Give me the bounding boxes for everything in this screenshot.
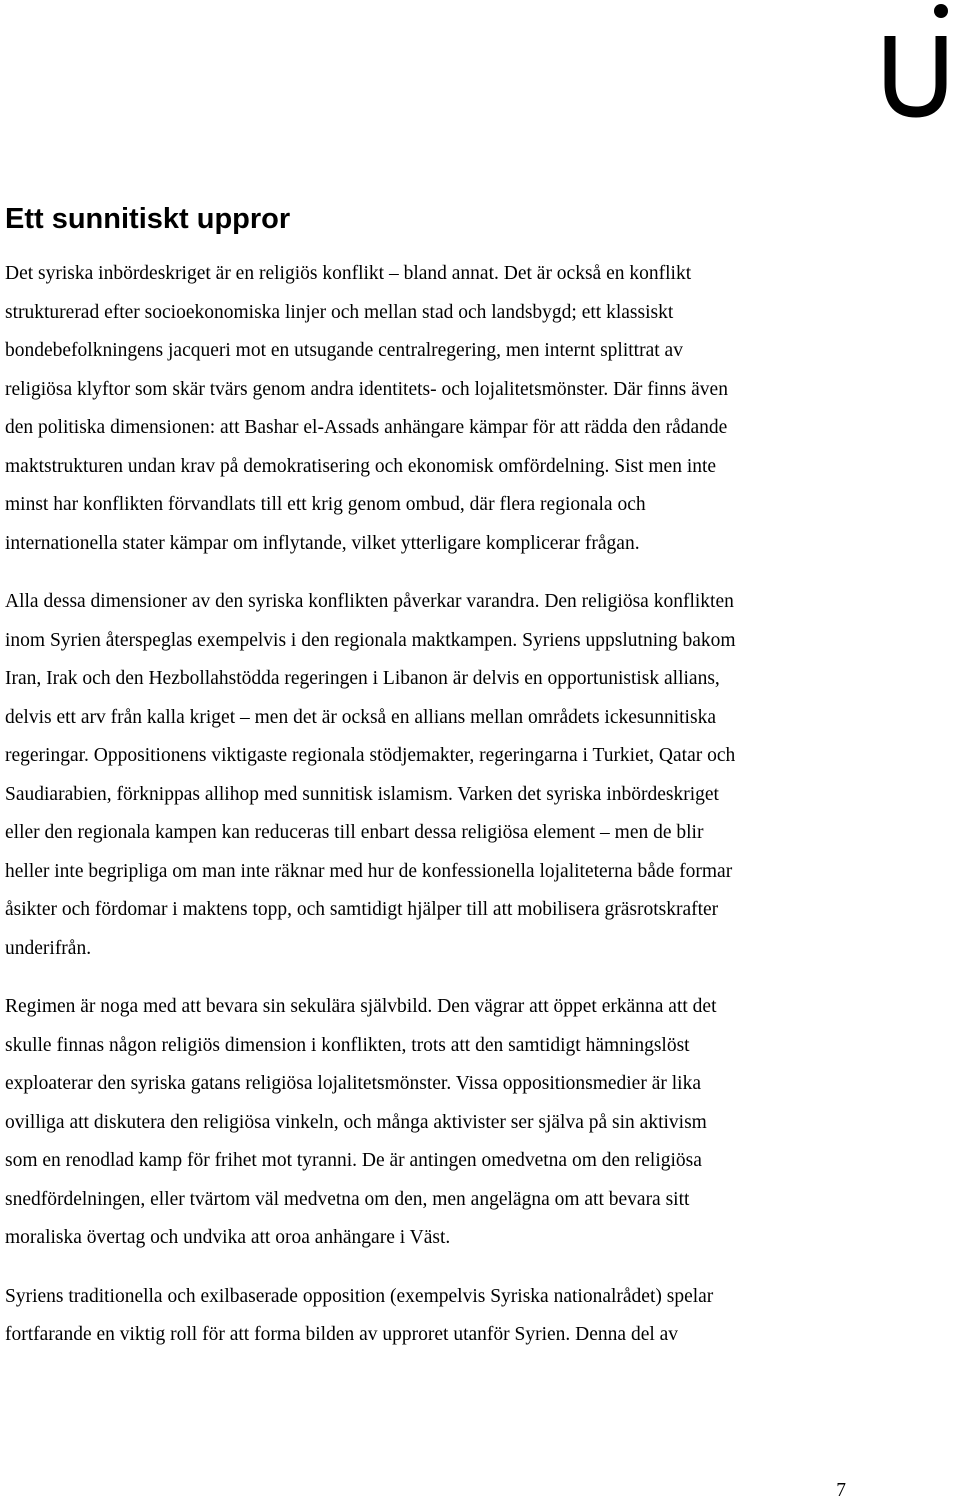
text-line: internationella stater kämpar om inflytande, vilket ytterligare komplicerar frågan. xyxy=(5,532,640,554)
u-dot-logo-icon xyxy=(876,0,960,124)
paragraph-1 xyxy=(5,255,955,563)
text-line: Det syriska inbördeskriget är en religiös konflikt – bland annat. Det är också en konflikt xyxy=(5,263,692,284)
text-line: regeringar. Oppositionens viktigaste regionala stödjemakter, regeringarna i Turkiet, Qatar och xyxy=(5,745,736,766)
text-line: åsikter och fördomar i maktens topp, och samtidigt hjälper till att mobilisera gräsrotskrafter xyxy=(5,899,719,920)
text-line: minst har konflikten förvandlats till ett krig genom ombud, där flera regionala och xyxy=(5,494,646,515)
text-line: exploaterar den syriska gatans religiösa lojalitetsmönster. Vissa oppositionsmedier är lika xyxy=(5,1073,701,1094)
text-line: som en renodlad kamp för frihet mot tyranni. De är antingen omedvetna om den religiösa xyxy=(5,1150,702,1171)
text-line: skulle finnas någon religiös dimension i konflikten, trots att den samtidigt hämningslöst xyxy=(5,1034,690,1056)
text-line: Iran, Irak och den Hezbollahstödda regeringen i Libanon är delvis en opportunistisk allians, xyxy=(5,668,720,689)
text-line: heller inte begripliga om man inte räknar med hur de konfessionella lojaliteterna både formar xyxy=(5,860,733,882)
document-body xyxy=(5,255,955,1375)
text-line: Saudiarabien, förknippas allihop med sunnitisk islamism. Varken det syriska inbördeskriget xyxy=(5,783,719,805)
page-number: 7 xyxy=(836,1480,846,1501)
text-line: snedfördelningen, eller tvärtom väl medvetna om den, men angelägna om att bevara sitt xyxy=(5,1188,690,1210)
text-line: maktstrukturen undan krav på demokratisering och ekonomisk omfördelning. Sist men inte xyxy=(5,455,717,477)
paragraph-4 xyxy=(5,1278,955,1355)
paragraph-2 xyxy=(5,583,955,968)
text-line: Syriens traditionella och exilbaserade opposition (exempelvis Syriska nationalrådet) spelar xyxy=(5,1285,714,1307)
text-line: Alla dessa dimensioner av den syriska konflikten påverkar varandra. Den religiösa konflikten xyxy=(5,591,734,612)
paragraph-3 xyxy=(5,988,955,1258)
text-line: fortfarande en viktig roll för att forma bilden av upproret utanför Syrien. Denna del av xyxy=(5,1324,679,1345)
text-line: Regimen är noga med att bevara sin sekulära självbild. Den vägrar att öppet erkänna att det xyxy=(5,996,717,1017)
text-line: moraliska övertag och undvika att oroa anhängare i Väst. xyxy=(5,1227,451,1248)
text-line: den politiska dimensionen: att Bashar el-Assads anhängare kämpar för att rädda den rådande xyxy=(5,417,728,438)
text-line: bondebefolkningens jacqueri mot en utsugande centralregering, men internt splittrat av xyxy=(5,340,683,361)
text-line: religiösa klyftor som skär tvärs genom andra identitets- och lojalitetsmönster. Där finns även xyxy=(5,378,728,400)
document-title: Ett sunnitiskt uppror xyxy=(5,203,291,235)
text-line: delvis ett arv från kalla kriget – men det är också en allians mellan områdets ickesunnitiska xyxy=(5,706,716,728)
text-line: eller den regionala kampen kan reduceras till enbart dessa religiösa element – men de blir xyxy=(5,822,704,843)
text-line: ovilliga att diskutera den religiösa vinkeln, och många aktivister ser själva på sin aktivism xyxy=(5,1111,707,1133)
text-line: underifrån. xyxy=(5,937,92,959)
text-line: inom Syrien återspeglas exempelvis i den regionala maktkampen. Syriens uppslutning bakom xyxy=(5,629,736,651)
text-line: strukturerad efter socioekonomiska linjer och mellan stad och landsbygd; ett klassiskt xyxy=(5,301,674,323)
